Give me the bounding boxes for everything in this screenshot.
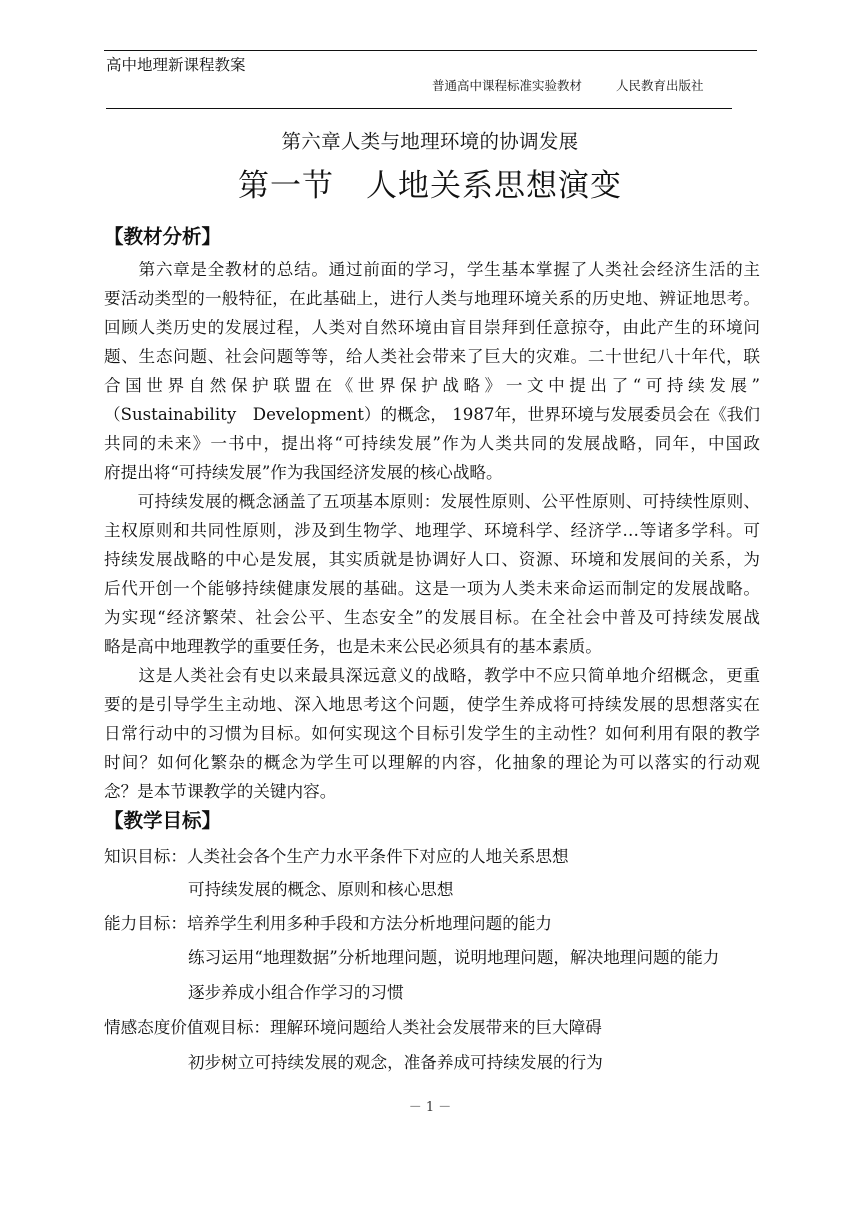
text-line: 要活动类型的一般特征，在此基础上，进行人类与地理环境关系的历史地、辨证地思考。 — [104, 289, 760, 308]
text-line: 略是高中地理教学的重要任务，也是未来公民必须具有的基本素质。 — [104, 637, 602, 656]
text-line: 为实现“经济繁荣、社会公平、生态安全”的发展目标。在全社会中普及可持续发展战 — [104, 608, 760, 627]
text-line: 合国世界自然保护联盟在《世界保护战略》一文中提出了“可持续发展” — [104, 376, 760, 395]
ability-item: 逐步养成小组合作学习的习惯 — [188, 983, 404, 1002]
header-publisher-info — [432, 76, 704, 94]
text-line: 时间？如何化繁杂的概念为学生可以理解的内容，化抽象的理论为可以落实的行动观 — [104, 753, 760, 772]
text-line: 这是人类社会有史以来最具深远意义的战略，教学中不应只简单地介绍概念，更重 — [104, 666, 760, 685]
analysis-paragraph-3 — [104, 661, 760, 806]
page-number: － 1 － — [408, 1100, 452, 1115]
text-line: 后代开创一个能够持续健康发展的基础。这是一项为人类未来命运而制定的发展战略。 — [104, 579, 760, 598]
knowledge-item: 人类社会各个生产力水平条件下对应的人地关系思想 — [186, 847, 569, 866]
header-bottom-rule — [106, 108, 732, 109]
emotion-item: 初步树立可持续发展的观念，准备养成可持续发展的行为 — [188, 1053, 603, 1072]
text-line: 府提出将“可持续发展”作为我国经济发展的核心战略。 — [104, 463, 503, 482]
emotion-label: 情感态度价值观目标： — [104, 1018, 270, 1037]
text-line: 主权原则和共同性原则，涉及到生物学、地理学、环境科学、经济学…等诸多学科。可 — [104, 521, 760, 540]
header-publisher: 人民教育出版社 — [616, 78, 704, 93]
knowledge-item: 可持续发展的概念、原则和核心思想 — [188, 880, 454, 899]
emotion-objective-row — [104, 1014, 602, 1038]
text-line: 可持续发展的概念涵盖了五项基本原则：发展性原则、公平性原则、可持续性原则、 — [104, 492, 760, 511]
ability-objective-row — [104, 910, 552, 934]
text-line: 共同的未来》一书中，提出将“可持续发展”作为人类共同的发展战略，同年，中国政 — [104, 434, 760, 453]
text-line: 回顾人类历史的发展过程，人类对自然环境由盲目崇拜到任意掠夺，由此产生的环境问 — [104, 318, 760, 337]
ability-label: 能力目标： — [104, 914, 187, 933]
header-top-rule — [104, 50, 757, 51]
objectives-heading: 【教学目标】 — [104, 809, 222, 832]
analysis-heading: 【教材分析】 — [104, 225, 222, 248]
ability-item: 培养学生利用多种手段和方法分析地理问题的能力 — [186, 914, 553, 933]
knowledge-objective-row — [104, 843, 569, 867]
emotion-item: 理解环境问题给人类社会发展带来的巨大障碍 — [269, 1018, 602, 1037]
text-line: 持续发展战略的中心是发展，其实质就是协调好人口、资源、环境和发展间的关系，为 — [104, 550, 760, 569]
header-series: 普通高中课程标准实验教材 — [432, 78, 583, 93]
text-line: 日常行动中的习惯为目标。如何实现这个目标引发学生的主动性？如何利用有限的教学 — [104, 724, 760, 743]
text-line: 第六章是全教材的总结。通过前面的学习，学生基本掌握了人类社会经济生活的主 — [104, 260, 760, 279]
analysis-paragraph-1 — [104, 255, 760, 487]
knowledge-label: 知识目标： — [104, 847, 187, 866]
chapter-title: 第六章人类与地理环境的协调发展 — [281, 130, 579, 153]
analysis-paragraph-2 — [104, 487, 760, 661]
text-line: 题、生态问题、社会问题等等，给人类社会带来了巨大的灾难。二十世纪八十年代，联 — [104, 347, 760, 366]
text-line: 要的是引导学生主动地、深入地思考这个问题，使学生养成将可持续发展的思想落实在 — [104, 695, 760, 714]
text-line: 念？是本节课教学的关键内容。 — [104, 782, 337, 801]
ability-item: 练习运用“地理数据”分析地理问题，说明地理问题，解决地理问题的能力 — [188, 948, 720, 967]
header-doc-title: 高中地理新课程教案 — [106, 56, 246, 74]
section-title: 第一节 人地关系思想演变 — [238, 168, 622, 204]
text-line: （Sustainability Development）的概念， 1987年，世界环境与发展委员会在《我们 — [104, 405, 760, 424]
